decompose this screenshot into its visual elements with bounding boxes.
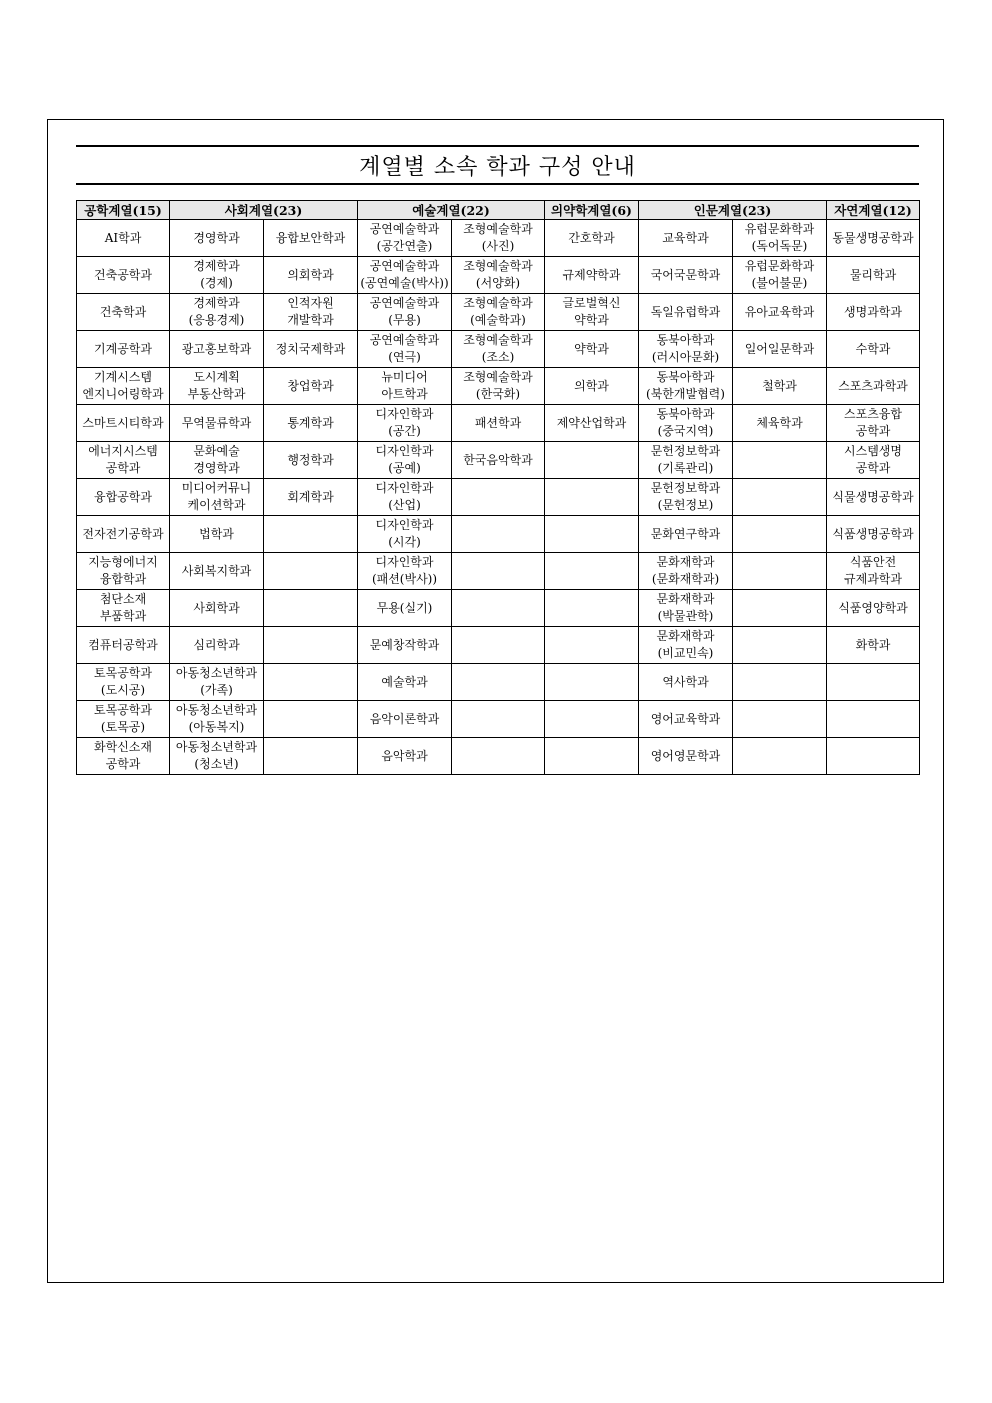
table-cell (545, 442, 639, 479)
table-cell: 영어영문학과 (639, 738, 733, 775)
table-row (77, 331, 920, 368)
table-cell: 미디어커뮤니 케이션학과 (170, 479, 264, 516)
table-cell: 규제약학과 (545, 257, 639, 294)
table-row (77, 368, 920, 405)
table-cell: 행정학과 (264, 442, 358, 479)
table-cell: 건축학과 (77, 294, 170, 331)
table-cell (733, 442, 827, 479)
table-cell: 도시계획 부동산학과 (170, 368, 264, 405)
table-cell: 동물생명공학과 (827, 220, 920, 257)
table-cell: 스포츠과학과 (827, 368, 920, 405)
table-cell: 조형예술학과 (한국화) (452, 368, 545, 405)
table-cell (452, 701, 545, 738)
table-cell: 유럽문화학과 (불어불문) (733, 257, 827, 294)
table-cell: 식물생명공학과 (827, 479, 920, 516)
table-row (77, 442, 920, 479)
table-cell: 물리학과 (827, 257, 920, 294)
table-cell: 의회학과 (264, 257, 358, 294)
table-cell (264, 701, 358, 738)
table-cell (545, 664, 639, 701)
table-cell: 문화연구학과 (639, 516, 733, 553)
table-cell: 건축공학과 (77, 257, 170, 294)
table-cell: 토목공학과 (토목공) (77, 701, 170, 738)
table-cell (452, 590, 545, 627)
table-row (77, 738, 920, 775)
table-cell: 회계학과 (264, 479, 358, 516)
table-row (77, 590, 920, 627)
table-row (77, 257, 920, 294)
table-cell: 스마트시티학과 (77, 405, 170, 442)
table-cell: 융합공학과 (77, 479, 170, 516)
table-cell (733, 553, 827, 590)
table-cell: 음악이론학과 (358, 701, 452, 738)
table-cell: 아동청소년학과 (청소년) (170, 738, 264, 775)
table-cell: 국어국문학과 (639, 257, 733, 294)
table-cell: 간호학과 (545, 220, 639, 257)
table-cell (452, 516, 545, 553)
table-cell (827, 664, 920, 701)
table-cell: 문화재학과 (비교민속) (639, 627, 733, 664)
table-cell (264, 516, 358, 553)
table-cell (827, 701, 920, 738)
page-title: 계열별 소속 학과 구성 안내 (359, 154, 636, 180)
table-cell (545, 516, 639, 553)
table-cell: 영어교육학과 (639, 701, 733, 738)
table-cell: 철학과 (733, 368, 827, 405)
table-cell (264, 553, 358, 590)
table-cell: 문화재학과 (박물관학) (639, 590, 733, 627)
table-cell (545, 553, 639, 590)
table-cell: 독일유럽학과 (639, 294, 733, 331)
table-row (77, 220, 920, 257)
table-cell: 공연예술학과 (공간연출) (358, 220, 452, 257)
table-cell: 사회복지학과 (170, 553, 264, 590)
table-cell: 약학과 (545, 331, 639, 368)
table-cell: 동북아학과 (러시아문화) (639, 331, 733, 368)
table-cell: 유럽문화학과 (독어독문) (733, 220, 827, 257)
table-cell (452, 627, 545, 664)
table-cell: 인적자원 개발학과 (264, 294, 358, 331)
table-cell: 경제학과 (응용경제) (170, 294, 264, 331)
department-table (76, 200, 920, 775)
table-cell (452, 664, 545, 701)
table-cell: 공연예술학과 (공연예술(박사)) (358, 257, 452, 294)
table-cell (733, 664, 827, 701)
table-row (77, 553, 920, 590)
table-cell (452, 738, 545, 775)
group-header-humanities: 인문계열(23) (639, 201, 827, 220)
table-cell: 수학과 (827, 331, 920, 368)
group-header-social: 사회계열(23) (170, 201, 358, 220)
table-cell: 교육학과 (639, 220, 733, 257)
group-header-medical: 의약학계열(6) (545, 201, 639, 220)
table-row (77, 294, 920, 331)
header-row (77, 201, 920, 220)
table-cell: 공연예술학과 (연극) (358, 331, 452, 368)
table-cell (733, 738, 827, 775)
table-cell: 체육학과 (733, 405, 827, 442)
table-cell: 문화재학과 (문화재학과) (639, 553, 733, 590)
table-row (77, 701, 920, 738)
table-row (77, 627, 920, 664)
table-cell: 정치국제학과 (264, 331, 358, 368)
table-cell: 시스템생명 공학과 (827, 442, 920, 479)
table-cell: 전자전기공학과 (77, 516, 170, 553)
table-cell: AI학과 (77, 220, 170, 257)
group-header-engineering: 공학계열(15) (77, 201, 170, 220)
table-cell: 융합보안학과 (264, 220, 358, 257)
table-cell: 조형예술학과 (사진) (452, 220, 545, 257)
table-cell: 제약산업학과 (545, 405, 639, 442)
table-cell (264, 664, 358, 701)
table-cell: 경제학과 (경제) (170, 257, 264, 294)
table-cell: 법학과 (170, 516, 264, 553)
table-cell (545, 479, 639, 516)
table-cell (264, 590, 358, 627)
table-cell: 의학과 (545, 368, 639, 405)
table-cell (733, 516, 827, 553)
table-cell: 동북아학과 (북한개발협력) (639, 368, 733, 405)
table-cell (827, 738, 920, 775)
table-cell: 동북아학과 (중국지역) (639, 405, 733, 442)
table-cell: 유아교육학과 (733, 294, 827, 331)
table-row (77, 405, 920, 442)
table-cell: 디자인학과 (패션(박사)) (358, 553, 452, 590)
table-cell: 뉴미디어 아트학과 (358, 368, 452, 405)
table-cell: 에너지시스템 공학과 (77, 442, 170, 479)
table-cell: 화학과 (827, 627, 920, 664)
table-cell (733, 701, 827, 738)
table-cell: 지능형에너지 융합학과 (77, 553, 170, 590)
group-header-natural: 자연계열(12) (827, 201, 920, 220)
table-cell: 조형예술학과 (예술학과) (452, 294, 545, 331)
table-cell: 디자인학과 (공예) (358, 442, 452, 479)
table-cell (545, 701, 639, 738)
table-row (77, 516, 920, 553)
table-cell: 무역물류학과 (170, 405, 264, 442)
table-cell (545, 590, 639, 627)
title-bar (76, 145, 919, 185)
table-cell: 스포츠융합 공학과 (827, 405, 920, 442)
table-cell: 아동청소년학과 (아동복지) (170, 701, 264, 738)
table-cell: 일어일문학과 (733, 331, 827, 368)
table-cell: 첨단소재 부품학과 (77, 590, 170, 627)
table-cell: 심리학과 (170, 627, 264, 664)
table-cell (545, 738, 639, 775)
table-cell: 문화예술 경영학과 (170, 442, 264, 479)
table-cell: 창업학과 (264, 368, 358, 405)
table-cell (733, 590, 827, 627)
table-cell: 역사학과 (639, 664, 733, 701)
table-cell: 한국음악학과 (452, 442, 545, 479)
table-cell: 식품영양학과 (827, 590, 920, 627)
table-cell: 식품생명공학과 (827, 516, 920, 553)
table-cell: 통계학과 (264, 405, 358, 442)
table-cell: 컴퓨터공학과 (77, 627, 170, 664)
table-cell: 화학신소재 공학과 (77, 738, 170, 775)
table-cell: 경영학과 (170, 220, 264, 257)
table-cell: 기계시스템 엔지니어링학과 (77, 368, 170, 405)
table-cell: 디자인학과 (산업) (358, 479, 452, 516)
table-cell (264, 738, 358, 775)
table-body (77, 220, 920, 775)
table-cell: 패션학과 (452, 405, 545, 442)
table-cell (452, 479, 545, 516)
table-cell: 문헌정보학과 (기록관리) (639, 442, 733, 479)
table-cell: 조형예술학과 (서양화) (452, 257, 545, 294)
table-cell (452, 553, 545, 590)
table-row (77, 479, 920, 516)
table-cell: 디자인학과 (공간) (358, 405, 452, 442)
table-cell: 디자인학과 (시각) (358, 516, 452, 553)
table-row (77, 664, 920, 701)
table-cell: 기계공학과 (77, 331, 170, 368)
table-cell (733, 627, 827, 664)
table-cell (545, 627, 639, 664)
table-cell: 예술학과 (358, 664, 452, 701)
table-cell: 토목공학과 (도시공) (77, 664, 170, 701)
table-cell: 조형예술학과 (조소) (452, 331, 545, 368)
table-cell (264, 627, 358, 664)
table-cell: 생명과학과 (827, 294, 920, 331)
table-cell: 음악학과 (358, 738, 452, 775)
table-cell: 광고홍보학과 (170, 331, 264, 368)
table-cell: 무용(실기) (358, 590, 452, 627)
table-cell: 문헌정보학과 (문헌정보) (639, 479, 733, 516)
table-cell: 문예창작학과 (358, 627, 452, 664)
table-cell: 공연예술학과 (무용) (358, 294, 452, 331)
table-cell: 식품안전 규제과학과 (827, 553, 920, 590)
table-cell: 사회학과 (170, 590, 264, 627)
table-cell: 아동청소년학과 (가족) (170, 664, 264, 701)
group-header-arts: 예술계열(22) (358, 201, 545, 220)
table-cell: 글로벌혁신 약학과 (545, 294, 639, 331)
table-cell (733, 479, 827, 516)
